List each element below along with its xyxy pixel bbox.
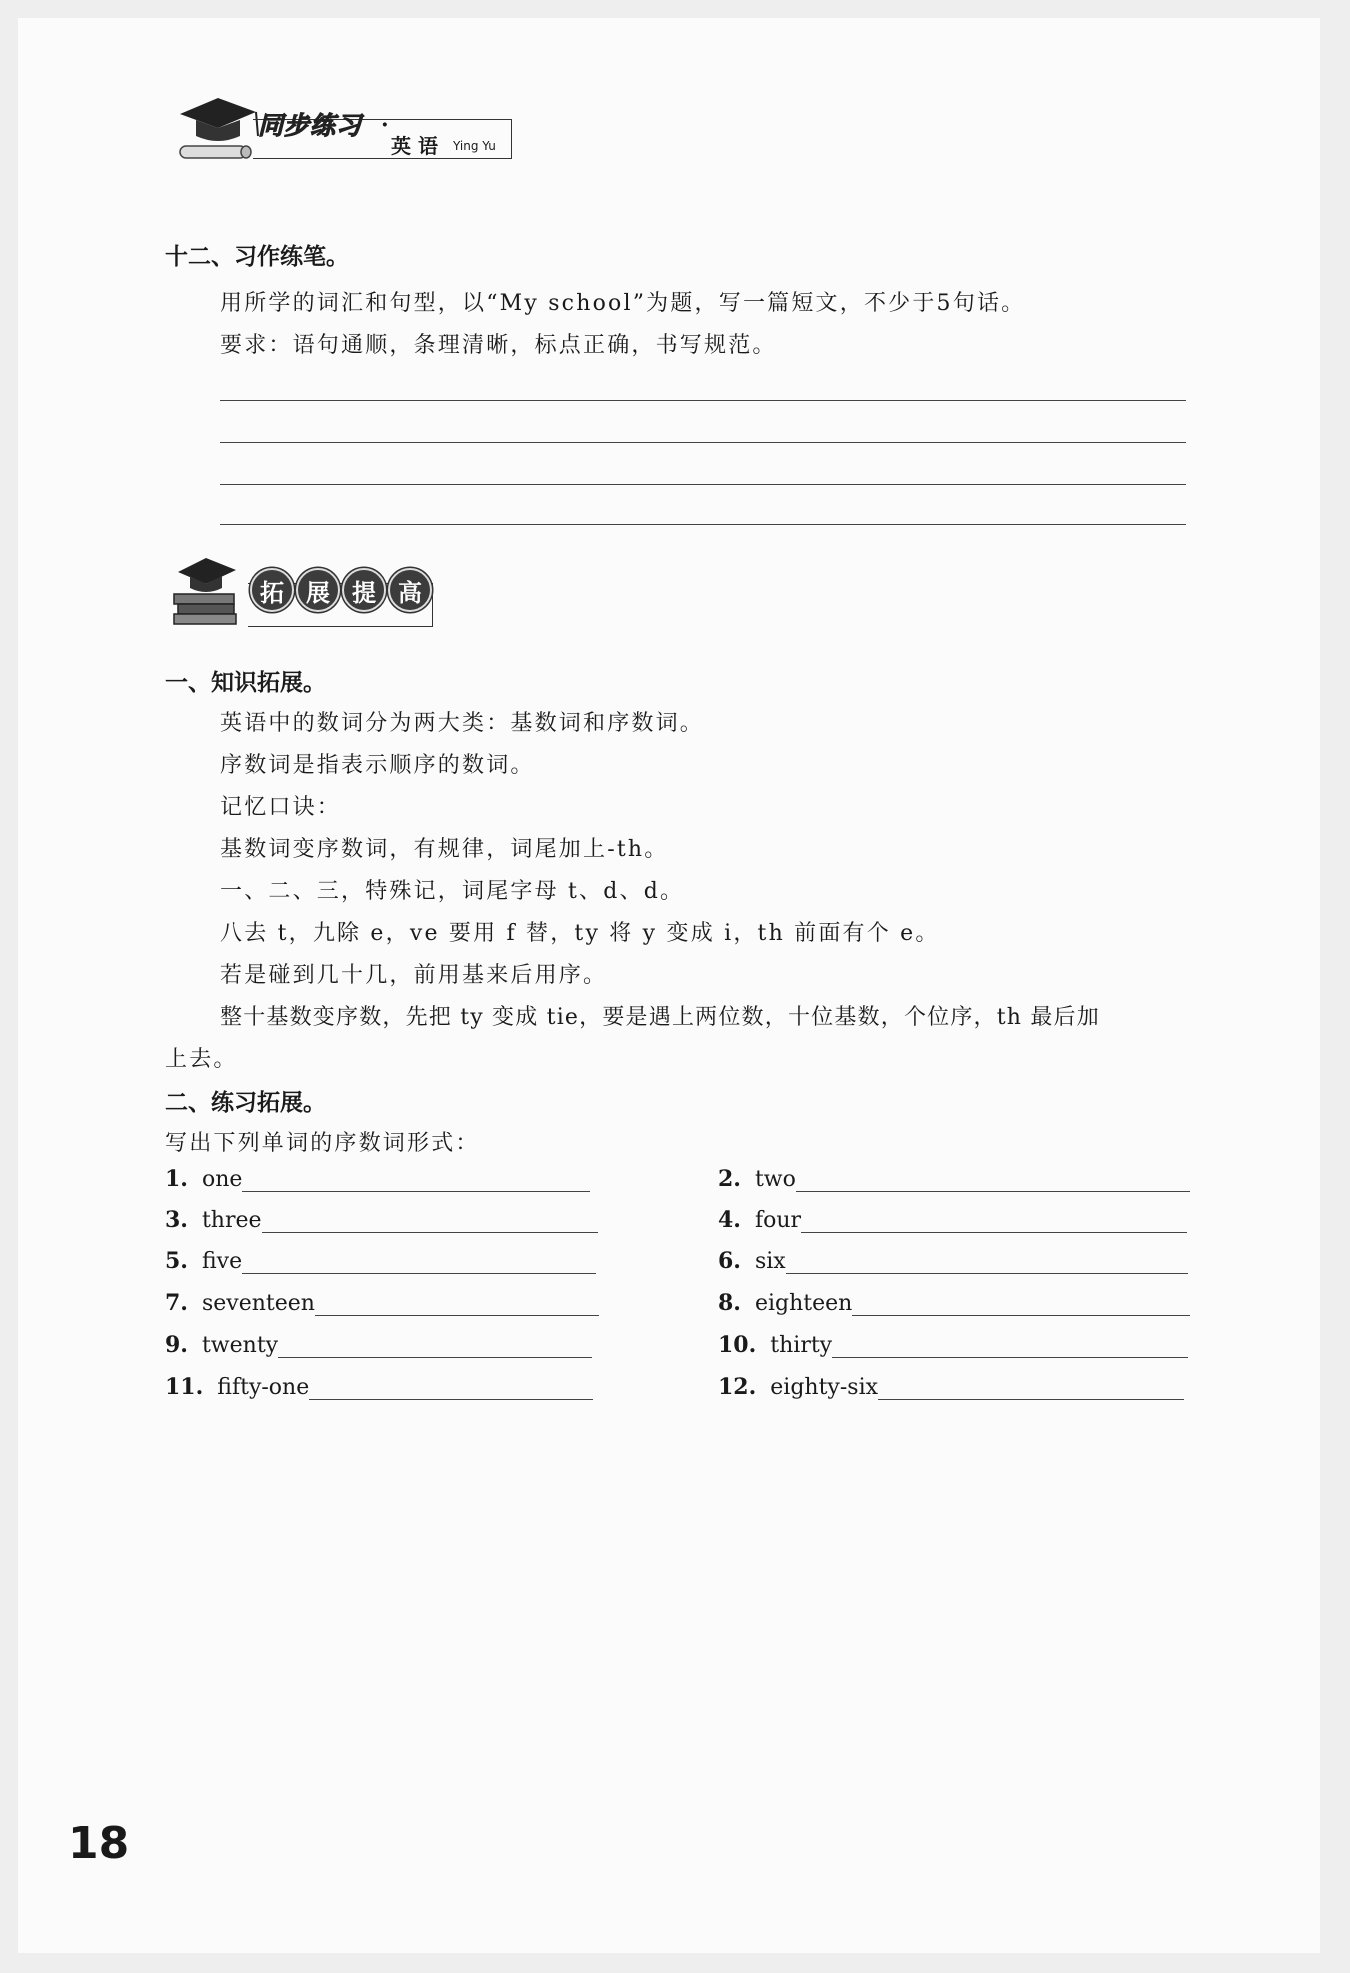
writing-line[interactable] — [220, 524, 1186, 525]
exercise-item — [718, 1166, 1190, 1192]
exercise-item — [165, 1374, 593, 1400]
exercise-number: 11. — [165, 1374, 204, 1400]
knowledge-line: 整十基数变序数，先把 ty 变成 tie，要是遇上两位数，十位基数，个位序，th 最后加 — [220, 1005, 1100, 1030]
exercise-word: three — [201, 1208, 262, 1233]
exercise-word: fifty-one — [217, 1375, 310, 1400]
exercise-number: 12. — [718, 1374, 757, 1400]
exercise-item — [165, 1207, 598, 1233]
exercise-word: four — [754, 1208, 802, 1233]
answer-blank[interactable] — [786, 1251, 1188, 1274]
exercise-item — [165, 1290, 599, 1316]
knowledge-line: 记忆口诀： — [220, 795, 342, 820]
writing-line[interactable] — [220, 484, 1186, 485]
knowledge-line: 序数词是指表示顺序的数词。 — [220, 753, 535, 778]
knowledge-line: 八去 t，九除 e，ve 要用 f 替，ty 将 y 变成 i，th 前面有个 e。 — [220, 921, 940, 946]
exercise-item — [718, 1248, 1188, 1274]
exercise-word: eighty-six — [770, 1375, 879, 1400]
practice-title: 二、练习拓展。 — [165, 1090, 326, 1116]
section-12-prompt: 用所学的词汇和句型，以“My school”为题，写一篇短文，不少于5句话。 — [220, 291, 1026, 316]
extension-badge-char: 展 — [296, 568, 340, 612]
exercise-number: 8. — [718, 1290, 741, 1316]
answer-blank[interactable] — [878, 1377, 1184, 1400]
exercise-item — [718, 1207, 1187, 1233]
exercise-word: seventeen — [201, 1291, 315, 1316]
exercise-number: 6. — [718, 1248, 741, 1274]
subject-pinyin: Ying Yu — [453, 139, 496, 153]
exercise-number: 2. — [718, 1166, 741, 1192]
answer-blank[interactable] — [852, 1293, 1190, 1316]
series-title: 同步练习 — [258, 111, 363, 140]
extension-title — [250, 568, 432, 612]
answer-blank[interactable] — [801, 1210, 1187, 1233]
section-12-requirements: 要求：语句通顺，条理清晰，标点正确，书写规范。 — [220, 333, 777, 358]
exercise-word: five — [201, 1249, 243, 1274]
exercise-word: eighteen — [754, 1291, 853, 1316]
answer-blank[interactable] — [309, 1377, 593, 1400]
knowledge-line: 英语中的数词分为两大类：基数词和序数词。 — [220, 711, 705, 736]
answer-blank[interactable] — [315, 1293, 599, 1316]
knowledge-line: 基数词变序数词，有规律，词尾加上-th。 — [220, 837, 669, 862]
exercise-number: 7. — [165, 1290, 188, 1316]
knowledge-line: 一、二、三，特殊记，词尾字母 t、d、d。 — [220, 879, 685, 904]
knowledge-line: 上去。 — [165, 1047, 238, 1072]
writing-line[interactable] — [220, 400, 1186, 401]
answer-blank[interactable] — [242, 1251, 596, 1274]
exercise-item — [718, 1290, 1190, 1316]
exercise-word: six — [754, 1249, 786, 1274]
writing-line[interactable] — [220, 442, 1186, 443]
answer-blank[interactable] — [832, 1335, 1188, 1358]
exercise-word: two — [754, 1167, 796, 1192]
exercise-number: 5. — [165, 1248, 188, 1274]
books-cap-icon — [160, 552, 250, 632]
exercise-item — [165, 1166, 590, 1192]
extension-badge-char: 提 — [342, 568, 386, 612]
exercise-number: 4. — [718, 1207, 741, 1233]
answer-blank[interactable] — [278, 1335, 592, 1358]
subject-label: 英 语 — [391, 134, 438, 158]
page-number: 18 — [68, 1818, 130, 1869]
exercise-number: 3. — [165, 1207, 188, 1233]
header-dot: · — [381, 112, 389, 138]
exercise-word: one — [201, 1167, 243, 1192]
answer-blank[interactable] — [242, 1169, 590, 1192]
practice-instruction: 写出下列单词的序数词形式： — [165, 1131, 480, 1156]
exercise-item — [165, 1248, 596, 1274]
exercise-item — [165, 1332, 592, 1358]
section-12-title: 十二、习作练笔。 — [165, 244, 349, 270]
extension-badge-char: 高 — [388, 568, 432, 612]
exercise-item — [718, 1332, 1188, 1358]
exercise-word: thirty — [770, 1333, 833, 1358]
knowledge-title: 一、知识拓展。 — [165, 670, 326, 696]
exercise-item — [718, 1374, 1184, 1400]
exercise-number: 9. — [165, 1332, 188, 1358]
answer-blank[interactable] — [796, 1169, 1190, 1192]
exercise-number: 10. — [718, 1332, 757, 1358]
exercise-number: 1. — [165, 1166, 188, 1192]
extension-badge-char: 拓 — [250, 568, 294, 612]
answer-blank[interactable] — [262, 1210, 598, 1233]
exercise-word: twenty — [201, 1333, 279, 1358]
knowledge-line: 若是碰到几十几，前用基来后用序。 — [220, 963, 608, 988]
